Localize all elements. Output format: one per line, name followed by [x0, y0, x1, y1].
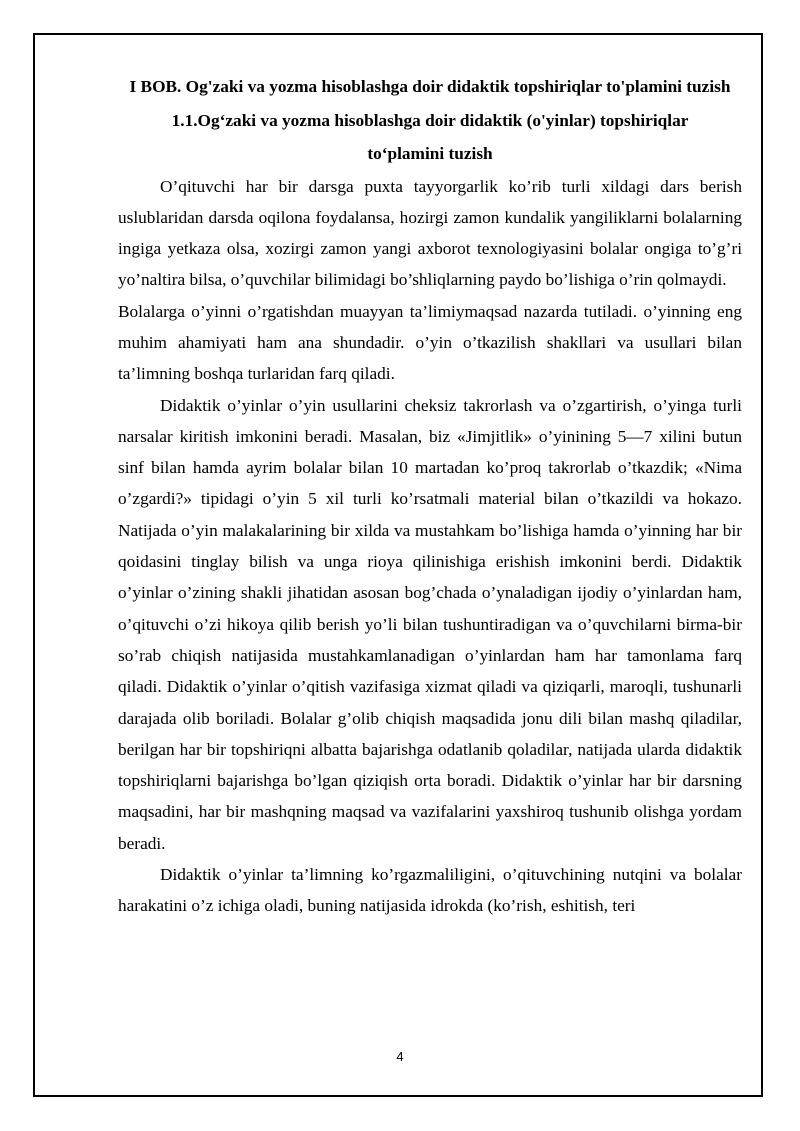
- page-number: 4: [396, 1049, 404, 1064]
- paragraph-2: Bolalarga o’yinni o’rgatishdan muayyan ta’limiymaqsad nazarda tutiladi. o’yinning eng muhim ahamiyati ham ana shundadir. o’yin o’tkazilish shakllari va usullari bilan ta’limning boshqa turlaridan farq qiladi.: [118, 301, 742, 384]
- paragraph-3: Didaktik o’yinlar o’yin usullarini cheksiz takrorlash va o’zgartirish, o’yinga turli narsalar kiritish imkonini beradi. Masalan, biz «Jimjitlik» o’yinining 5—7 xilini butun sinf bilan hamda ayrim bolalar bilan 10 martadan ko’proq takrorlab o’tkazdik; «Nima o’zgardi?» tipidagi o’yin 5 xil turli ko’rsatmali material bilan o’tkazildi va hokazo. Natijada o’yin malakalarining bir xilda va mustahkam bo’lishiga hamda o’yinning har bir qoidasini tinglay bilish va unga rioya qilinishiga erishish imkonini berdi. Didaktik o’yinlar o’zining shakli jihatidan asosan bog’chada o’ynaladigan ijodiy o’yinlardan ham, o’qituvchi o’zi hikoya qilib berish yo’li bilan tushuntiradigan va o’quvchilarni birma-bir so’rab chiqish natijasida mustahkamlanadigan o’yinlardan ham har tamonlama farq qiladi. Didaktik o’yinlar o’qitish vazifasiga xizmat qiladi va qiziqarli, maroqli, tushunarli darajada olib boriladi. Bolalar g’olib chiqish maqsadida jonu dili bilan mashq qiladilar, berilgan har bir topshiriqni albatta bajarishga odatlanib qoladilar, natijada ularda didaktik topshiriqlarni bajarishga bo’lgan qiziqish orta boradi. Didaktik o’yinlar har bir darsning maqsadini, har bir mashqning maqsad va vazifalarini yaxshiroq tushunib olishga yordam beradi.: [118, 395, 742, 853]
- paragraph-1: O’qituvchi har bir darsga puxta tayyorgarlik ko’rib turli xildagi dars berish uslublaridan darsda oqilona foydalansa, hozirgi zamon kundalik yangiliklarni bolalarning ingiga yetkaza olsa, xozirgi zamon yangi axborot texnologiyasini bolalar ongiga to’g’ri yo’naltira bilsa, o’quvchilar bilimidagi bo’shliqlarning paydo bo’lishiga o’rin qolmaydi.: [118, 176, 742, 290]
- paragraph-4: Didaktik o’yinlar ta’limning ko’rgazmaliligini, o’qituvchining nutqini va bolalar harakatini o’z ichiga oladi, buning natijasida idrokda (ko’rish, eshitish, teri: [118, 865, 742, 916]
- document-body: [118, 70, 742, 922]
- chapter-title: I BOB. Og'zaki va yozma hisoblashga doir didaktik topshiriqlar to'plamini tuzish: [129, 77, 731, 96]
- section-title: 1.1.Og‘zaki va yozma hisoblashga doir didaktik (o'yinlar) topshiriqlar to‘plamini tuzish: [171, 110, 689, 163]
